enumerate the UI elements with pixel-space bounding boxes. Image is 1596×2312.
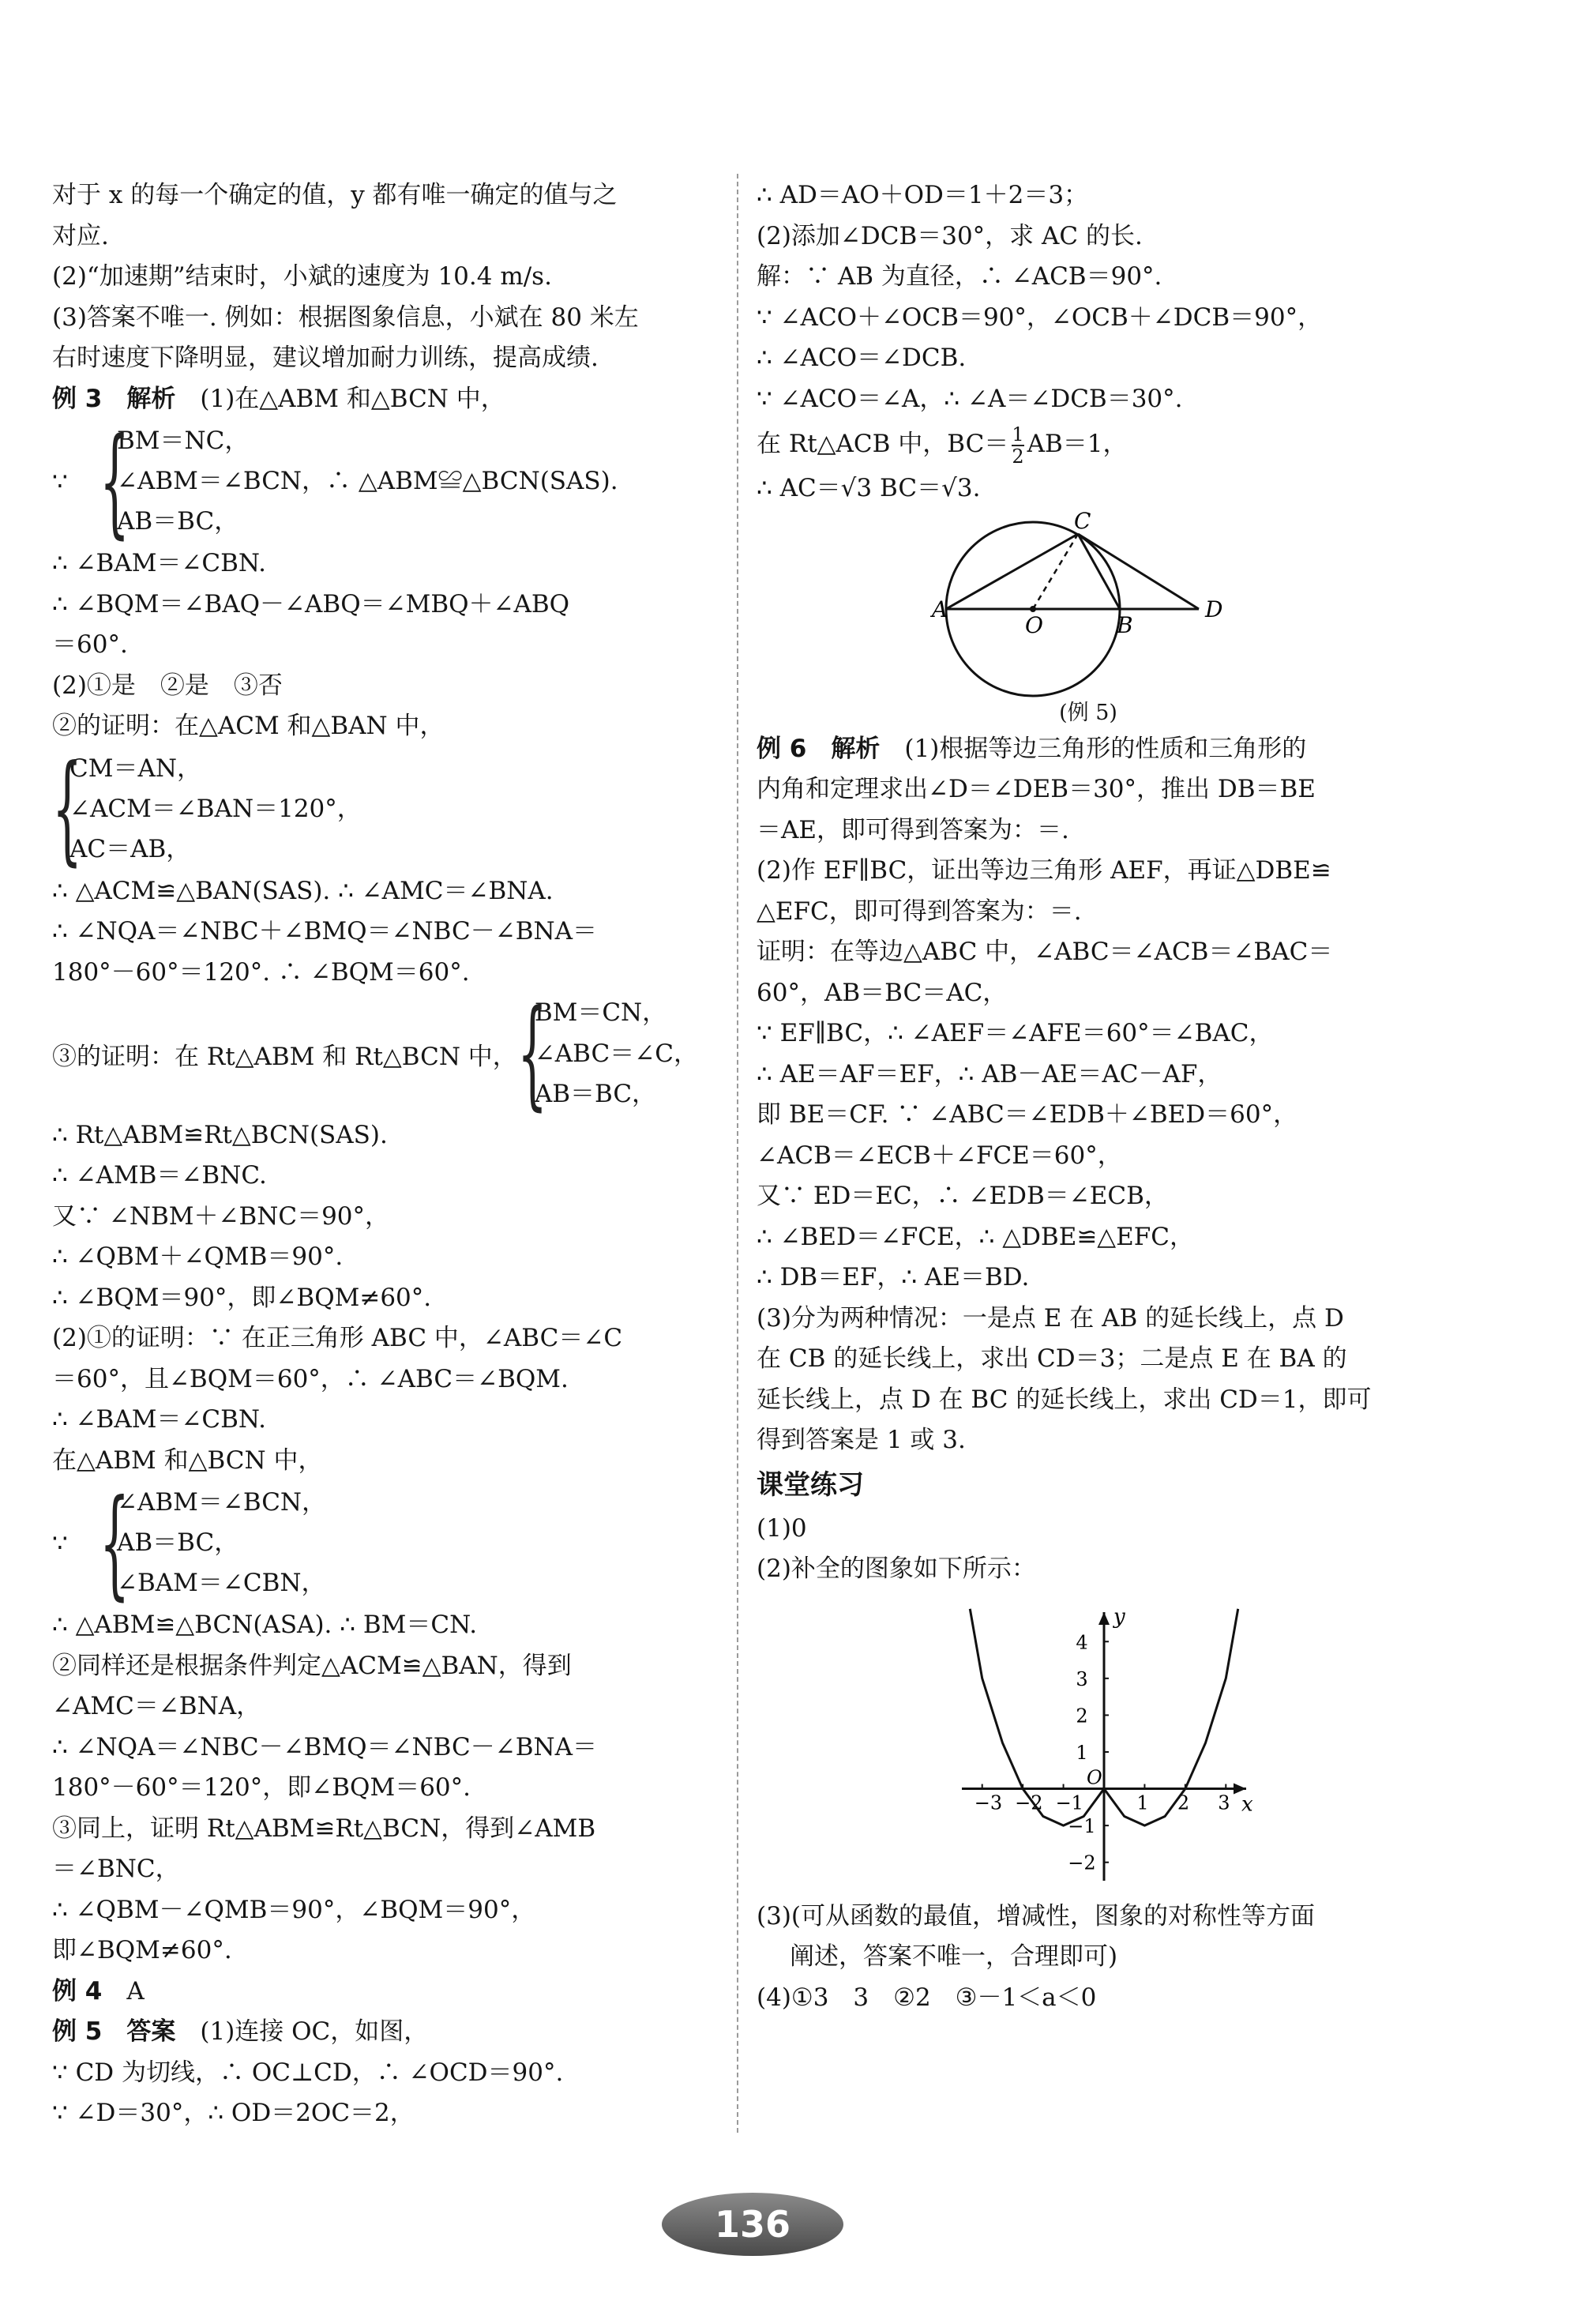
text-line: (2)①的证明：∵ 在正三角形 ABC 中，∠ABC＝∠C xyxy=(52,1324,623,1352)
text-line: 内角和定理求出∠D＝∠DEB＝30°，推出 DB＝BE xyxy=(757,775,1316,803)
text-line: 60°，AB＝BC＝AC， xyxy=(757,978,1008,1007)
text-line: ∠ACB＝∠ECB＋∠FCE＝60°， xyxy=(757,1141,1122,1170)
text-line: △EFC，即可得到答案为：＝. xyxy=(757,897,1082,926)
text-line: ∴ ∠AMB＝∠BNC. xyxy=(52,1161,267,1190)
equation-system xyxy=(52,740,731,878)
text-line: ∴ ∠BAM＝∠CBN. xyxy=(52,1405,266,1434)
text-line: (3)答案不唯一. 例如：根据图象信息，小斌在 80 米左 xyxy=(52,303,639,332)
example-label: 例 3 解析 xyxy=(52,384,176,413)
y-tick-label: 3 xyxy=(1076,1667,1088,1690)
system-lines xyxy=(69,749,362,870)
text-span: (1)在△ABM 和△BCN 中， xyxy=(175,384,505,413)
text-line: ∴ ∠BQM＝90°，即∠BQM≠60°. xyxy=(52,1283,432,1312)
text-line: ∵ EF∥BC，∴ ∠AEF＝∠AFE＝60°＝∠BAC， xyxy=(757,1019,1274,1047)
text-line: 在 CB 的延长线上，求出 CD＝3；二是点 E 在 BA 的 xyxy=(757,1344,1347,1373)
text-line: ∵ ∠ACO＋∠OCB＝90°，∠OCB＋∠DCB＝90°， xyxy=(757,303,1323,332)
text-span: AB＝1， xyxy=(1027,430,1128,458)
y-axis-label: y xyxy=(1113,1604,1125,1629)
text-line: ∵ ∠ACO＝∠A，∴ ∠A＝∠DCB＝30°. xyxy=(757,384,1183,413)
example-6-line xyxy=(757,729,1444,770)
text-line: ∴ DB＝EF，∴ AE＝BD. xyxy=(757,1263,1030,1291)
text-line: ∠BAM＝∠CBN， xyxy=(117,1569,326,1597)
text-line: (2)①是 ②是 ③否 xyxy=(52,671,283,700)
text-line: ③同上，证明 Rt△ABM≌Rt△BCN，得到∠AMB xyxy=(52,1814,596,1843)
example-label: 例 4 xyxy=(52,1976,103,2006)
text-line: ＝60°. xyxy=(52,630,128,659)
x-tick-label: −1 xyxy=(1055,1791,1083,1814)
text-line: 又∵ ∠NBM＋∠BNC＝90°， xyxy=(52,1201,390,1231)
function-graph xyxy=(938,1596,1270,1897)
y-tick-label: 2 xyxy=(1076,1704,1088,1727)
x-tick-label: −3 xyxy=(974,1791,1003,1814)
text-line: ∠AMC＝∠BNA， xyxy=(52,1692,261,1720)
text-line: ∴ △ABM≌△BCN(ASA). ∴ BM＝CN. xyxy=(52,1611,478,1639)
right-column xyxy=(757,175,1444,2018)
label-c: C xyxy=(1074,507,1091,534)
segment-ac xyxy=(946,534,1078,609)
text-line: 即∠BQM≠60°. xyxy=(52,1936,232,1964)
brace-icon: { xyxy=(100,412,130,551)
segment-cb xyxy=(1078,534,1120,609)
text-span: 在 Rt△ACB 中，BC＝ xyxy=(757,430,1009,458)
system-lines xyxy=(117,421,618,542)
y-tick-label: −1 xyxy=(1068,1814,1096,1837)
label-o: O xyxy=(1025,611,1043,638)
text-line: ∠ABM＝∠BCN， xyxy=(117,1488,327,1517)
text-line: AB＝BC， xyxy=(534,1080,657,1108)
y-tick-label: −2 xyxy=(1068,1851,1096,1874)
text-line: (3)(可从函数的最值，增减性，图象的对称性等方面 xyxy=(757,1901,1316,1930)
text-line: ∵ ∠D＝30°，∴ OD＝2OC＝2， xyxy=(52,2099,415,2127)
text-line: (2)补全的图象如下所示： xyxy=(757,1554,1036,1583)
text-line: ∴ ∠BAM＝∠CBN. xyxy=(52,549,266,577)
text-span: (1)连接 OC，如图， xyxy=(175,2017,429,2046)
text-line: ∴ AD＝AO＋OD＝1＋2＝3； xyxy=(757,181,1089,209)
y-tick-label: 1 xyxy=(1076,1741,1088,1764)
x-axis-label: x xyxy=(1241,1792,1253,1817)
text-line: 即 BE＝CF. ∵ ∠ABC＝∠EDB＋∠BED＝60°， xyxy=(757,1100,1298,1129)
text-line: ∠ABM＝∠BCN，∴ △ABM≌△BCN(SAS). xyxy=(117,467,618,495)
text-line: 延长线上，点 D 在 BC 的延长线上，求出 CD＝1，即可 xyxy=(757,1385,1372,1414)
text-line: 对于 x 的每一个确定的值，y 都有唯一确定的值与之 xyxy=(52,181,618,209)
y-axis-arrow-icon xyxy=(1098,1612,1110,1625)
text-line: 右时速度下降明显，建议增加耐力训练，提高成绩. xyxy=(52,344,599,372)
text-line: 阐述，答案不唯一，合理即可) xyxy=(790,1942,1118,1971)
text-line: (3)分为两种情况：一是点 E 在 AB 的延长线上，点 D xyxy=(757,1303,1344,1333)
system-lines xyxy=(535,993,698,1115)
text-line: ∴ ∠QBM＋∠QMB＝90°. xyxy=(52,1242,344,1271)
example-label: 例 6 解析 xyxy=(757,734,881,763)
left-column xyxy=(52,175,731,2134)
text-line: (2)作 EF∥BC，证出等边三角形 AEF，再证△DBE≌ xyxy=(757,856,1331,885)
section-heading: 课堂练习 xyxy=(757,1468,864,1501)
text-line: ∴ ∠BED＝∠FCE，∴ △DBE≌△EFC， xyxy=(757,1222,1195,1251)
example-5-line xyxy=(52,2012,731,2053)
x-tick-label: 3 xyxy=(1218,1791,1230,1814)
figure-caption: (例 5) xyxy=(1059,700,1117,725)
text-line: AC＝AB， xyxy=(69,834,191,863)
text-line: 对应. xyxy=(52,221,109,250)
text-line: 证明：在等边△ABC 中，∠ABC＝∠ACB＝∠BAC＝ xyxy=(757,938,1333,966)
text-span: A xyxy=(102,1976,145,2006)
x-tick-label: −2 xyxy=(1015,1791,1043,1814)
text-line: 180°－60°＝120°，即∠BQM＝60°. xyxy=(52,1773,471,1802)
text-line: ∵ CD 为切线，∴ OC⊥CD，∴ ∠OCD＝90°. xyxy=(52,2058,564,2087)
brace-icon: { xyxy=(52,740,83,878)
text-line: ∴ △ACM≌△BAN(SAS). ∴ ∠AMC＝∠BNA. xyxy=(52,876,554,905)
segment-cd xyxy=(1078,534,1199,609)
y-tick-label: 4 xyxy=(1076,1630,1088,1653)
text-line: 得到答案是 1 或 3. xyxy=(757,1426,966,1454)
equation-system xyxy=(52,985,731,1123)
system-lines xyxy=(117,1483,326,1603)
text-line: ∴ ∠NQA＝∠NBC－∠BMQ＝∠NBC－∠BNA＝ xyxy=(52,1732,598,1761)
text-line: (1)0 xyxy=(757,1513,807,1543)
text-line: ＝60°，且∠BQM＝60°，∴ ∠ABC＝∠BQM. xyxy=(52,1364,569,1393)
text-line: CM＝AN， xyxy=(69,754,201,783)
text-line: ∠ACM＝∠BAN＝120°， xyxy=(69,794,362,823)
example-4-line xyxy=(52,1972,731,2013)
text-line: 又∵ ED＝EC，∴ ∠EDB＝∠ECB， xyxy=(757,1182,1169,1210)
fraction-denominator: 2 xyxy=(1012,445,1024,468)
segment-oc-dashed xyxy=(1033,534,1078,609)
label-a: A xyxy=(932,596,948,622)
text-span: ③的证明：在 Rt△ABM 和 Rt△BCN 中， xyxy=(52,1042,517,1071)
text-line: (2)添加∠DCB＝30°，求 AC 的长. xyxy=(757,221,1143,250)
example-label: 例 5 答案 xyxy=(52,2017,176,2046)
text-line: 在△ABM 和△BCN 中， xyxy=(52,1445,323,1475)
text-line: ②的证明：在△ACM 和△BAN 中， xyxy=(52,712,445,740)
page-number: 136 xyxy=(662,2193,843,2256)
circle-figure xyxy=(932,507,1238,697)
text-line: ∴ ∠NQA＝∠NBC＋∠BMQ＝∠NBC－∠BNA＝ xyxy=(52,917,598,945)
equation-system xyxy=(52,1474,731,1612)
because-symbol: ∵ xyxy=(52,1528,68,1558)
because-symbol: ∵ xyxy=(52,467,68,496)
text-line: ∴ AE＝AF＝EF，∴ AB－AE＝AC－AF， xyxy=(757,1059,1222,1088)
example-3-line xyxy=(52,379,731,420)
text-line: 解：∵ AB 为直径，∴ ∠ACB＝90°. xyxy=(757,262,1162,291)
fraction xyxy=(1012,424,1023,467)
x-tick-label: 1 xyxy=(1136,1791,1149,1814)
text-line: (4)①3 3 ②2 ③－1＜a＜0 xyxy=(757,1983,1097,2012)
text-line: AB＝BC， xyxy=(117,507,239,536)
text-line: ②同样还是根据条件判定△ACM≌△BAN，得到 xyxy=(52,1651,572,1680)
fraction-line xyxy=(757,419,1444,468)
brace-icon: { xyxy=(100,1474,130,1612)
label-b: B xyxy=(1117,611,1133,638)
text-line: ∠ABC＝∠C， xyxy=(534,1039,698,1068)
label-d: D xyxy=(1205,596,1223,622)
text-line: ∴ Rt△ABM≌Rt△BCN(SAS). xyxy=(52,1120,388,1149)
column-divider xyxy=(737,174,738,2133)
text-span: (1)根据等边三角形的性质和三角形的 xyxy=(880,734,1307,763)
text-line: ＝AE，即可得到答案为：＝. xyxy=(757,815,1069,844)
text-line: ＝∠BNC， xyxy=(52,1855,180,1883)
x-tick-label: 2 xyxy=(1177,1791,1190,1814)
text-line: (2)“加速期”结束时，小斌的速度为 10.4 m/s. xyxy=(52,262,552,291)
text-line: AB＝BC， xyxy=(117,1528,239,1557)
brace-icon: { xyxy=(516,985,547,1123)
origin-label: O xyxy=(1087,1766,1102,1789)
center-point xyxy=(1030,606,1036,612)
equation-system xyxy=(52,412,731,551)
text-line: ∴ ∠BQM＝∠BAQ－∠ABQ＝∠MBQ＋∠ABQ xyxy=(52,589,570,618)
text-line: ∴ ∠QBM－∠QMB＝90°，∠BQM＝90°， xyxy=(52,1895,536,1924)
text-line: ∴ AC＝√3 BC＝√3. xyxy=(757,474,981,502)
text-line: BM＝CN， xyxy=(534,998,667,1027)
text-line: 180°－60°＝120°. ∴ ∠BQM＝60°. xyxy=(52,957,470,987)
fraction-numerator: 1 xyxy=(1012,423,1024,445)
text-line: BM＝NC， xyxy=(117,427,250,455)
text-line: ∴ ∠ACO＝∠DCB. xyxy=(757,344,967,372)
